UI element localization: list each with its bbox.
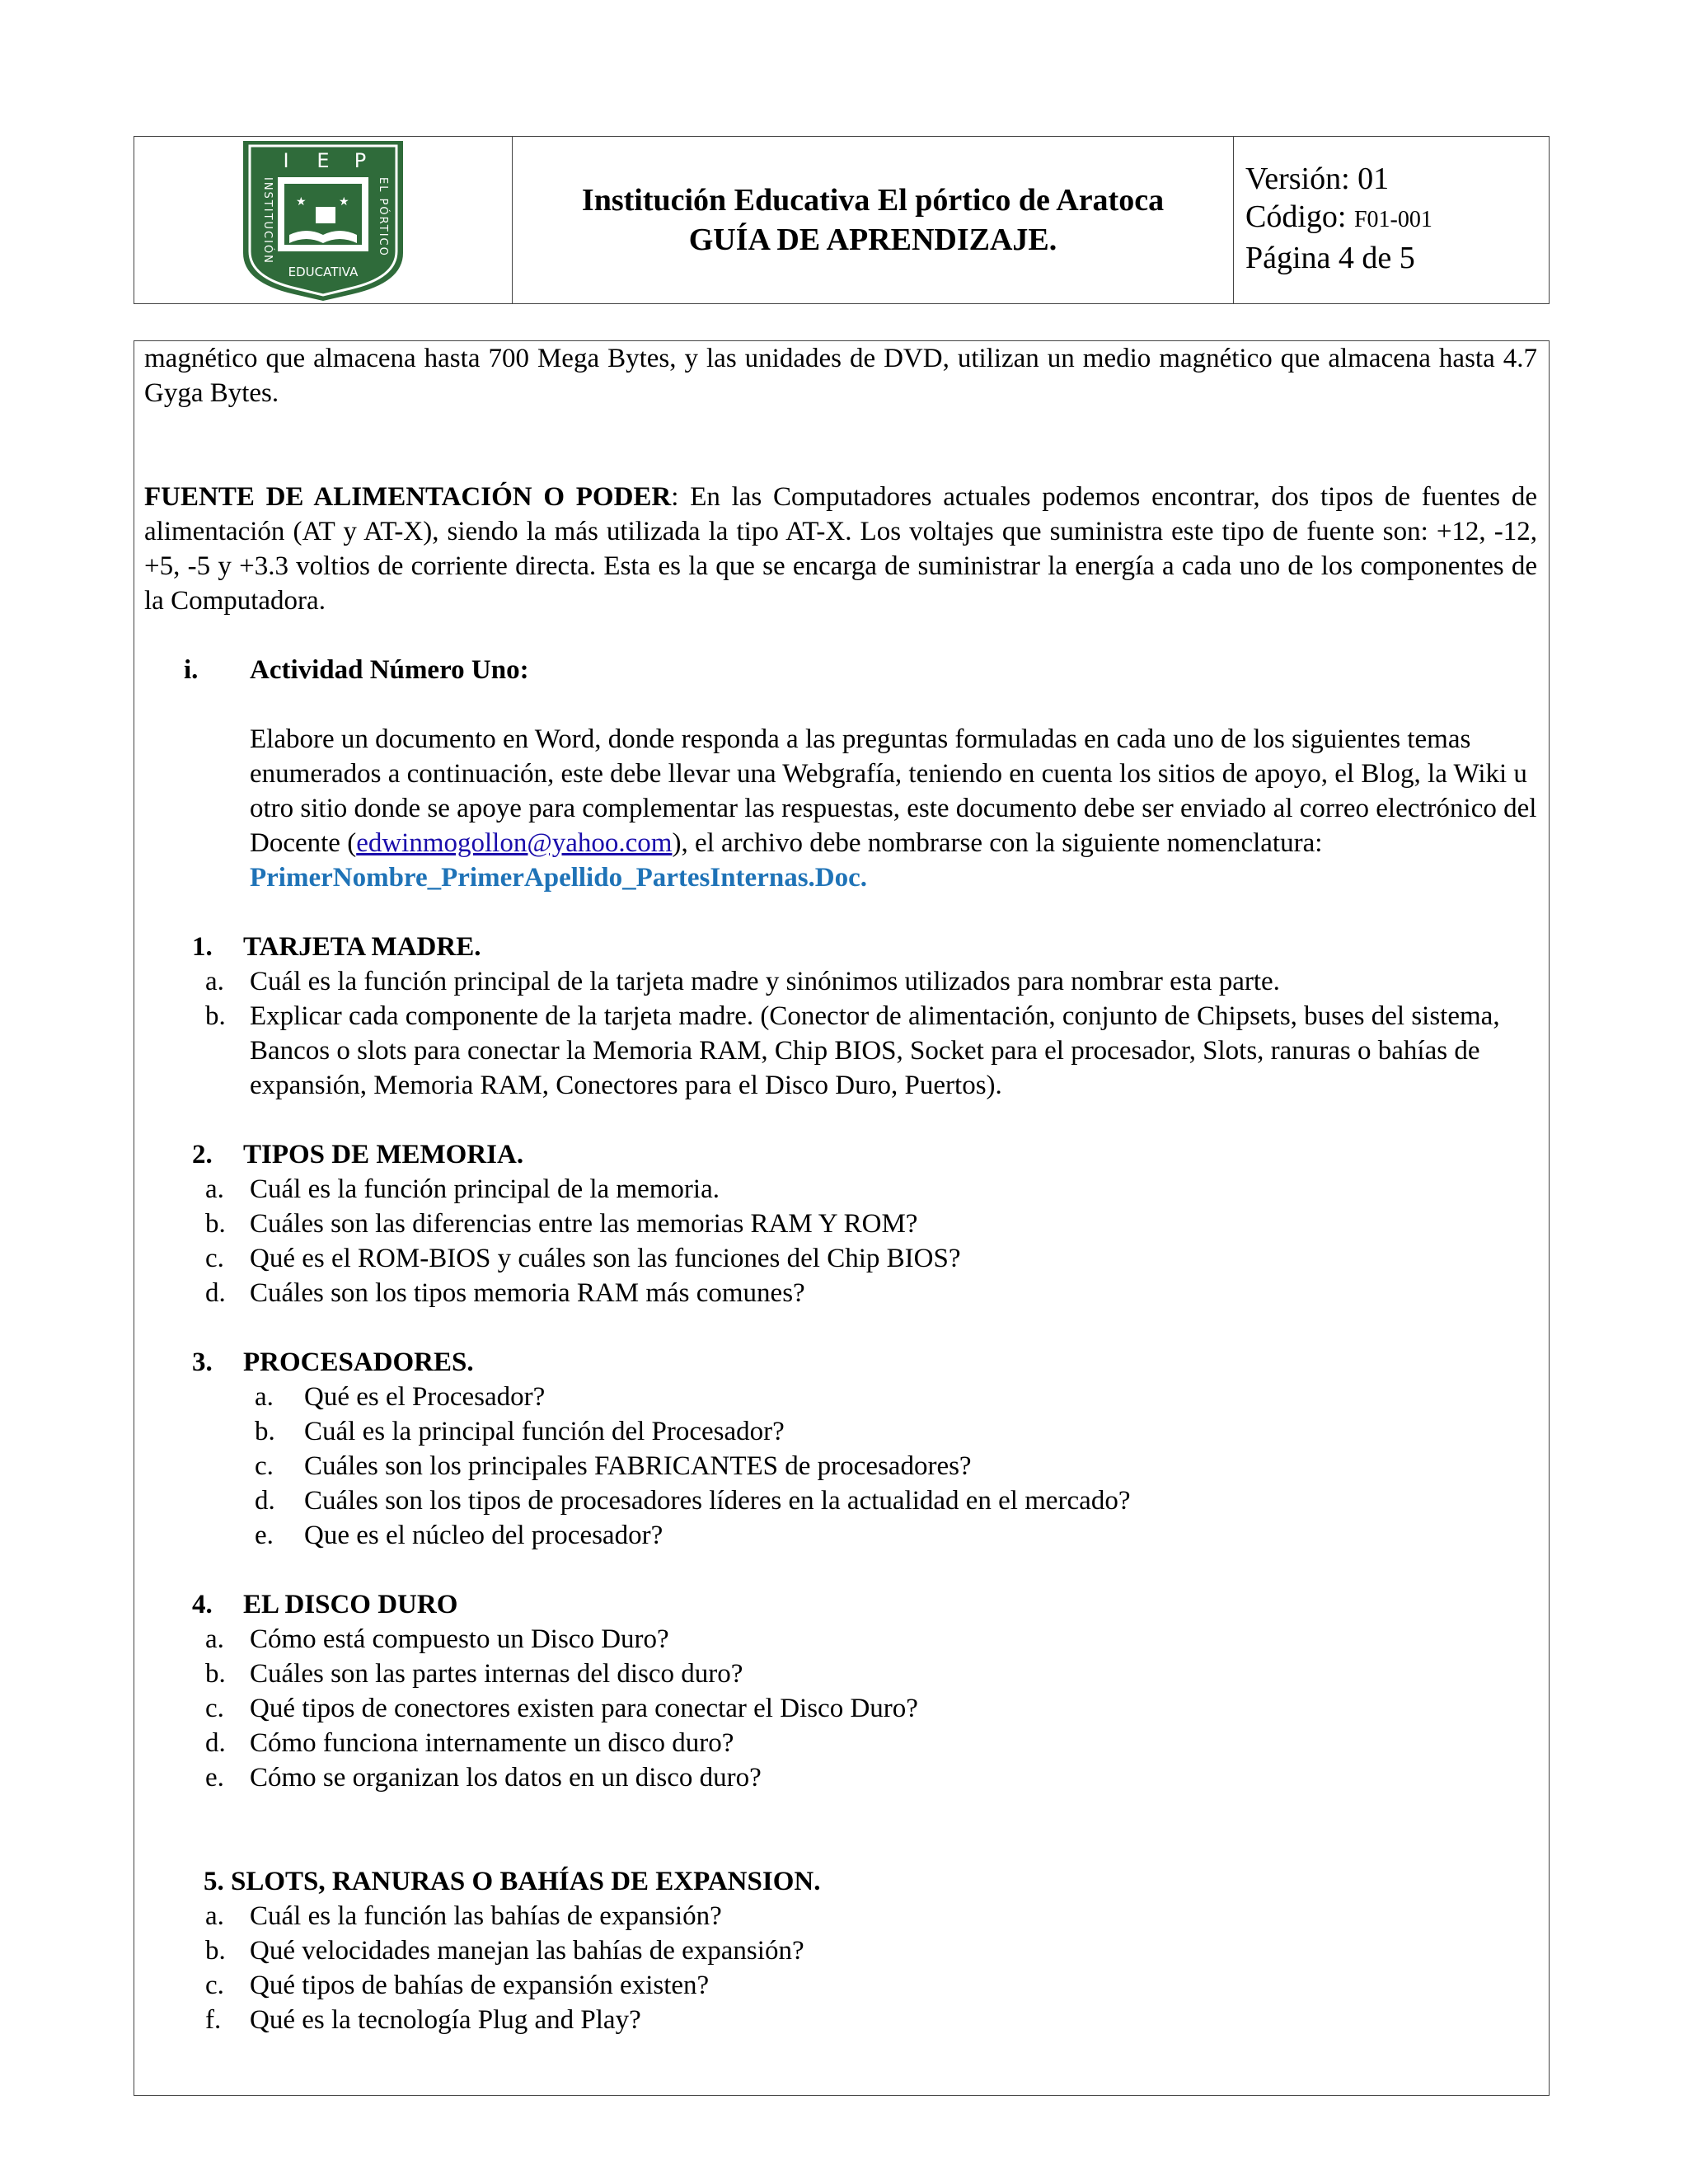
intro-paragraph: magnético que almacena hasta 700 Mega Bytes, y las unidades de DVD, utilizan un medio magnético que almacena hasta 4.7 Gyga Bytes. (144, 344, 1537, 408)
list-item (205, 1622, 1537, 1657)
item-text: Cuál es la función principal de la memoria. (250, 1174, 720, 1204)
item-letter: a. (205, 1174, 224, 1204)
header-title-cell (513, 137, 1234, 303)
item-letter: c. (205, 1694, 224, 1723)
item-letter: b. (255, 1417, 275, 1446)
code-label: Código: (1245, 199, 1354, 234)
item-text: Cuáles son las partes internas del disco duro? (250, 1659, 743, 1689)
list-item (255, 1414, 1537, 1449)
section-title: 5. SLOTS, RANURAS O BAHÍAS DE EXPANSION. (204, 1867, 821, 1896)
activity-paragraph (250, 722, 1537, 895)
activity-title: Actividad Número Uno: (250, 655, 529, 685)
item-letter: b. (205, 1659, 226, 1689)
section-number: 4. (192, 1590, 213, 1619)
section-number: 1. (192, 932, 213, 962)
section-heading (192, 1587, 1537, 1622)
list-item (205, 1968, 1537, 2003)
item-letter: f. (205, 2005, 222, 2035)
list-item (255, 1483, 1537, 1518)
item-letter: b. (205, 1209, 226, 1239)
filename-format: PrimerNombre_PrimerApellido_PartesInternas.Doc. (250, 863, 868, 893)
item-text: Cuáles son los tipos de procesadores líderes en la actualidad en el mercado? (304, 1486, 1131, 1516)
item-text: Cuáles son las diferencias entre las memorias RAM Y ROM? (250, 1209, 918, 1239)
item-text: Que es el núcleo del procesador? (304, 1521, 663, 1550)
section-number: 2. (192, 1140, 213, 1169)
item-letter: d. (205, 1278, 226, 1308)
page-number: Página 4 de 5 (1245, 241, 1415, 275)
content-box (134, 340, 1550, 2096)
logo-cell (134, 137, 513, 303)
item-text: Qué velocidades manejan las bahías de expansión? (250, 1936, 804, 1966)
item-letter: d. (255, 1486, 275, 1516)
item-text: Qué es la tecnología Plug and Play? (250, 2005, 641, 2035)
list-item (205, 1726, 1537, 1760)
item-letter: b. (205, 1936, 226, 1966)
item-text: Cómo funciona internamente un disco duro? (250, 1728, 734, 1758)
item-letter: a. (205, 1624, 224, 1654)
item-text: Explicar cada componente de la tarjeta madre. (Conector de alimentación, conjunto de Chipsets, buses del sistema, Bancos o slots para conectar la Memoria RAM, Chip BIOS, Socket para el procesador, Slots, ranuras o bahías de expansión, Memoria RAM, Conectores para el Disco Duro, Puertos). (250, 1001, 1500, 1100)
svg-text:★: ★ (296, 196, 307, 209)
logo-bottom-text: EDUCATIVA (288, 265, 359, 279)
section-heading (192, 930, 1537, 964)
list-item (205, 1172, 1537, 1207)
item-text: Qué tipos de conectores existen para conectar el Disco Duro? (250, 1694, 918, 1723)
item-letter: a. (205, 1901, 224, 1931)
logo-banner-letter-3: P (354, 149, 367, 172)
list-item (205, 1207, 1537, 1241)
header-meta-cell (1234, 137, 1549, 303)
item-letter: a. (205, 967, 224, 996)
section-number: 3. (192, 1347, 213, 1377)
item-letter: c. (205, 1971, 224, 2000)
item-letter: c. (205, 1244, 224, 1273)
document-header (134, 136, 1550, 304)
list-item (205, 1241, 1537, 1276)
item-text: Cuál es la principal función del Procesador? (304, 1417, 785, 1446)
activity-text-middle: ), el archivo debe nombrarse con la siguiente nomenclatura: (672, 828, 1323, 858)
logo-side-left-text: INSTITUCIÓN (261, 177, 274, 265)
item-letter: c. (255, 1451, 274, 1481)
logo-side-right-text: EL PÓRTICO (377, 177, 389, 257)
item-text: Cómo se organizan los datos en un disco duro? (250, 1763, 762, 1793)
list-item (205, 999, 1537, 1103)
item-letter: d. (205, 1728, 226, 1758)
school-logo (237, 138, 410, 302)
item-text: Qué es el ROM-BIOS y cuáles son las funciones del Chip BIOS? (250, 1244, 961, 1273)
code-value: F01-001 (1353, 207, 1432, 232)
item-text: Qué es el Procesador? (304, 1382, 546, 1412)
activity-text-before: Elabore un documento en Word, donde responda a las preguntas formuladas en cada uno de los siguientes temas enumerados a continuación, este debe llevar una Webgrafía, teniendo en cuenta los sitios de apoyo, el Blog, la Wiki u otro sitio donde se apoye para complementar las respuestas, este documento debe ser enviado al correo electrónico del Docente ( (250, 724, 1537, 858)
section-title: PROCESADORES. (243, 1347, 474, 1377)
item-letter: a. (255, 1382, 274, 1412)
list-item (205, 1276, 1537, 1310)
list-item (205, 1691, 1537, 1726)
list-item (205, 1899, 1537, 1933)
item-letter: e. (205, 1763, 224, 1793)
list-item (205, 1760, 1537, 1795)
list-item (205, 964, 1537, 999)
item-text: Cómo está compuesto un Disco Duro? (250, 1624, 669, 1654)
logo-banner-letter-1: I (283, 149, 289, 172)
section-title: TIPOS DE MEMORIA. (243, 1140, 524, 1169)
logo-banner-letter-2: E (316, 149, 330, 172)
power-title: FUENTE DE ALIMENTACIÓN O PODER (144, 482, 672, 512)
power-text: : En las Computadores actuales podemos encontrar, dos tipos de fuentes de alimentación (AT y AT-X), siendo la más utilizada la tipo AT-X. Los voltajes que suministra este tipo de fuente son: +12, -12, +5, -5 y +3.3 voltios de corriente directa. Esta es la que se encarga de suministrar la energía a cada uno de los componentes de la Computadora. (144, 482, 1537, 616)
item-text: Cuáles son los principales FABRICANTES de procesadores? (304, 1451, 972, 1481)
item-text: Cuáles son los tipos memoria RAM más comunes? (250, 1278, 805, 1308)
item-text: Cuál es la función principal de la tarjeta madre y sinónimos utilizados para nombrar esta parte. (250, 967, 1280, 996)
teacher-email-link[interactable]: edwinmogollon@yahoo.com (356, 828, 673, 858)
power-paragraph (144, 480, 1537, 618)
activity-marker: i. (184, 655, 199, 685)
list-item (205, 1933, 1537, 1968)
list-item (205, 2003, 1537, 2037)
item-letter: e. (255, 1521, 274, 1550)
item-text: Cuál es la función las bahías de expansión? (250, 1901, 722, 1931)
code-line (1245, 198, 1549, 239)
activity-heading (184, 653, 1537, 687)
section-heading (192, 1345, 1537, 1380)
list-item (255, 1449, 1537, 1483)
list-item (255, 1518, 1537, 1553)
guide-title: GUÍA DE APRENDIZAJE. (688, 223, 1057, 257)
section-title: TARJETA MADRE. (243, 932, 481, 962)
svg-text:★: ★ (339, 196, 349, 209)
list-item (205, 1657, 1537, 1691)
section-title: EL DISCO DURO (243, 1590, 458, 1619)
list-item (255, 1380, 1537, 1414)
version-label: Versión: 01 (1245, 162, 1390, 196)
item-letter: b. (205, 1001, 226, 1031)
institution-name: Institución Educativa El pórtico de Aratoca (581, 183, 1165, 218)
section-heading (192, 1137, 1537, 1172)
item-text: Qué tipos de bahías de expansión existen? (250, 1971, 710, 2000)
